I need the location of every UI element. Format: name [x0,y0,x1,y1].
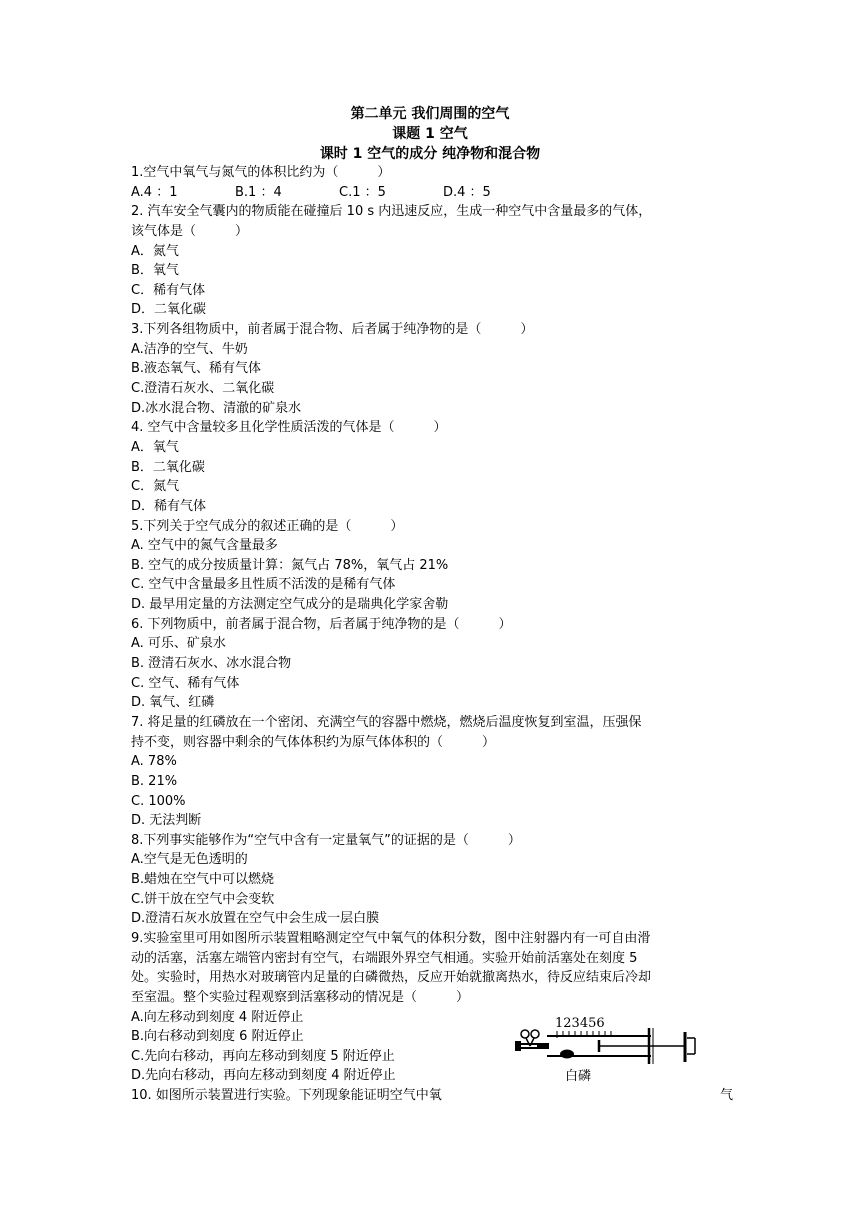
question-7-option-b: B. 21% [131,773,178,789]
question-3-option-c: C.澄清石灰水、二氧化碳 [131,381,275,397]
question-6-stem: 6. 下列物质中，前者属于混合物，后者属于纯净物的是（ ） [131,616,512,632]
unit-title: 第二单元 我们周围的空气 [350,106,510,122]
white-phosphorus-label: 白磷 [565,1069,592,1084]
question-4-option-c: C．氮气 [131,479,180,495]
question-list [131,163,733,1106]
question-3-option-d: D.冰水混合物、清澈的矿泉水 [131,400,302,416]
question-2-option-b: B．氧气 [131,263,179,279]
question-7-stem-line-1: 7. 将足量的红磷放在一个密闭、充满空气的容器中燃烧，燃烧后温度恢复到室温，压强保 [131,714,642,730]
question-8-option-c: C.饼干放在空气中会变软 [131,891,275,907]
lesson-title: 课时 1 空气的成分 纯净物和混合物 [319,146,541,162]
question-6-option-d: D. 氧气、红磷 [131,695,215,711]
syringe-apparatus-figure [511,1012,701,1086]
option-d: D.4 ：5 [443,184,491,200]
question-9-option-b: B.向右移动到刻度 6 附近停止 [131,1029,304,1045]
option-a: A.4 ：1 [131,184,178,200]
question-7-stem-line-2: 持不变，则容器中剩余的气体体积约为原气体体积的（ ） [131,734,496,750]
question-5-option-c: C. 空气中含量最多且性质不活泼的是稀有气体 [131,577,396,593]
question-6-option-a: A. 可乐、矿泉水 [131,636,226,652]
question-6-option-b: B. 澄清石灰水、冰水混合物 [131,656,292,672]
question-10-stem-right: 气 [719,1088,733,1104]
question-5-option-d: D. 最早用定量的方法测定空气成分的是瑞典化学家舍勒 [131,597,449,613]
question-2-stem-line-2: 该气体是（ ） [131,223,249,239]
white-phosphorus-icon [560,1050,574,1059]
question-1-options [131,183,733,203]
question-7-option-a: A. 78% [131,754,177,770]
question-8-option-b: B.蜡烛在空气中可以燃烧 [131,872,275,888]
question-4-stem: 4. 空气中含量较多且化学性质活泼的气体是（ ） [131,420,447,436]
question-6-option-c: C. 空气、稀有气体 [131,675,240,691]
question-8-option-d: D.澄清石灰水放置在空气中会生成一层白膜 [131,911,380,927]
question-9-stem-line-4: 至室温。整个实验过程观察到活塞移动的情况是（ ） [131,989,470,1005]
question-10-stem-left: 10. 如图所示装置进行实验。下列现象能证明空气中氧 [131,1088,442,1104]
topic-title: 课题 1 空气 [392,126,468,142]
question-9-stem-line-1: 9.实验室里可用如图所示装置粗略测定空气中氧气的体积分数，图中注射器内有一可自由滑 [131,930,651,946]
question-5-option-b: B. 空气的成分按质量计算：氮气占 78%，氧气占 21% [131,557,449,573]
question-3-stem: 3.下列各组物质中，前者属于混合物、后者属于纯净物的是（ ） [131,322,534,338]
question-7-option-c: C. 100% [131,793,186,809]
question-2-option-d: D．二氧化碳 [131,302,207,318]
question-10-stem [131,1086,733,1106]
question-9-option-a: A.向左移动到刻度 4 附近停止 [131,1009,304,1025]
option-b: B.1 ：4 [235,184,282,200]
question-9-stem-line-3: 处。实验时，用热水对玻璃管内足量的白磷微热，反应开始就撤离热水，待反应结束后冷却 [131,970,652,986]
question-3-option-a: A.洁净的空气、牛奶 [131,341,248,357]
question-5-option-a: A. 空气中的氮气含量最多 [131,538,278,554]
question-7-option-d: D. 无法判断 [131,813,202,829]
question-9-stem-line-2: 动的活塞，活塞左端管内密封有空气，右端跟外界空气相通。实验开始前活塞处在刻度 5 [131,950,638,966]
question-1-stem: 1.空气中氧气与氮气的体积比约为（ ） [131,165,391,180]
question-4-option-a: A．氧气 [131,439,179,455]
syringe-scale-label: 123456 [555,1016,605,1031]
question-2-option-c: C．稀有气体 [131,282,206,298]
question-8-stem: 8.下列事实能够作为“空气中含有一定量氧气”的证据的是（ ） [131,832,521,848]
question-3-option-b: B.液态氧气、稀有气体 [131,361,262,377]
question-4-option-b: B．二氧化碳 [131,459,205,475]
question-4-option-d: D．稀有气体 [131,498,207,514]
question-2-option-a: A．氮气 [131,243,179,259]
clamp-icon [515,1030,549,1051]
question-9-option-c: C.先向右移动，再向左移动到刻度 5 附近停止 [131,1048,395,1064]
question-9-option-d: D.先向右移动，再向左移动到刻度 4 附近停止 [131,1068,396,1084]
question-8-option-a: A.空气是无色透明的 [131,852,248,868]
question-2-stem-line-1: 2. 汽车安全气囊内的物质能在碰撞后 10 s 内迅速反应，生成一种空气中含量最多的气体， [131,204,652,220]
option-c: C.1 ：5 [339,184,386,200]
question-5-stem: 5.下列关于空气成分的叙述正确的是（ ） [131,518,404,534]
